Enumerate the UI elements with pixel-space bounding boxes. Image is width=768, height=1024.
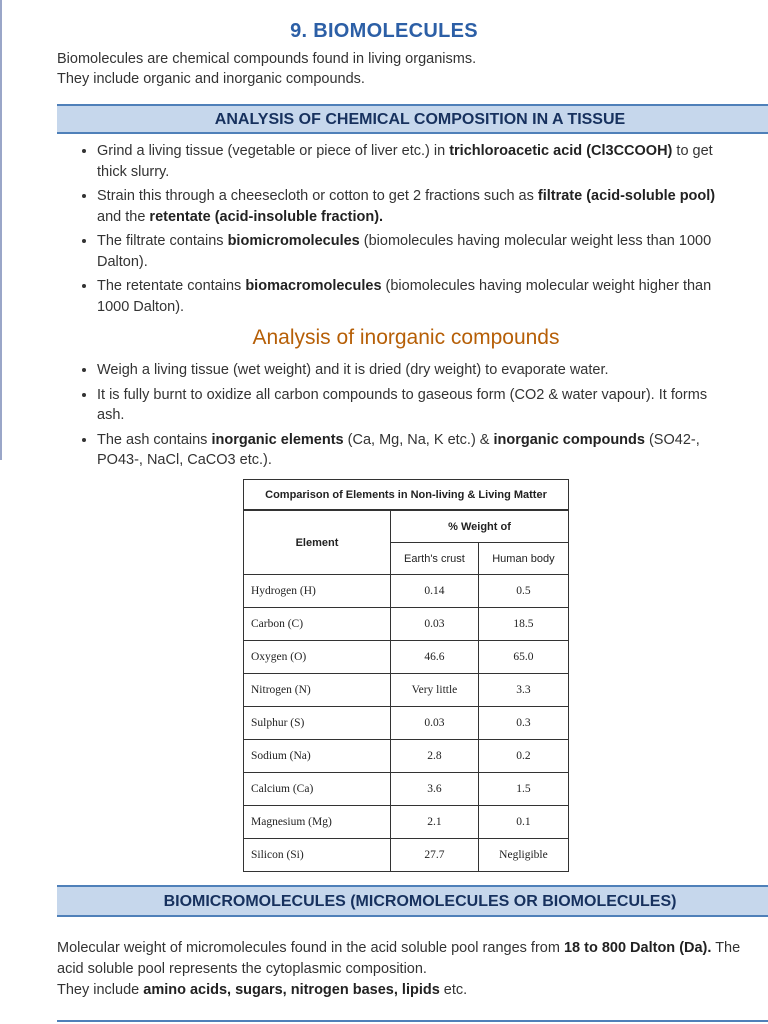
biomicromolecules-paragraph <box>57 938 757 1001</box>
list-item <box>97 141 737 182</box>
para-text: The acid soluble pool represents the cytoplasmic composition. <box>57 940 741 977</box>
column-header-earths-crust: Earth's crust <box>391 543 479 575</box>
point-bold: filtrate (acid-soluble pool) <box>537 188 716 204</box>
cell-element: Calcium (Ca) <box>244 773 391 806</box>
cell-element: Silicon (Si) <box>244 839 391 872</box>
cell-earths-crust: 0.14 <box>391 575 479 608</box>
para-text: etc. <box>439 982 468 998</box>
list-item <box>97 231 737 272</box>
point-bold: biomacromolecules <box>245 278 382 294</box>
point-text: The filtrate contains <box>97 233 228 249</box>
cell-element: Sulphur (S) <box>244 707 391 740</box>
point-bold: biomicromolecules <box>227 233 360 249</box>
cell-human-body: 18.5 <box>478 608 568 641</box>
point-text: to get thick slurry. <box>97 143 713 180</box>
element-comparison-table <box>243 479 569 872</box>
cell-element: Sodium (Na) <box>244 740 391 773</box>
point-text: Weigh a living tissue (wet weight) and it is dried (dry weight) to evaporate water. <box>97 362 609 378</box>
table-row <box>244 575 569 608</box>
para-bold: 18 to 800 Dalton (Da). <box>563 940 712 956</box>
cell-element: Hydrogen (H) <box>244 575 391 608</box>
table-caption: Comparison of Elements in Non-living & Living Matter <box>244 480 569 511</box>
point-bold: trichloroacetic acid (Cl3CCOOH) <box>449 143 673 159</box>
point-text: and the <box>97 208 150 225</box>
point-bold: inorganic compounds <box>493 431 645 448</box>
para-bold: amino acids, sugars, nitrogen bases, lipids <box>143 982 440 998</box>
cell-earths-crust: 2.1 <box>391 806 479 839</box>
cell-earths-crust: 27.7 <box>391 839 479 872</box>
list-item <box>97 360 737 381</box>
column-header-element: Element <box>244 510 391 575</box>
table-row <box>244 608 569 641</box>
intro-paragraph <box>57 49 747 89</box>
subheading-inorganic-analysis: Analysis of inorganic compounds <box>252 326 560 349</box>
point-text: Grind a living tissue (vegetable or piece of liver etc.) in <box>97 143 450 159</box>
cell-element: Nitrogen (N) <box>244 674 391 707</box>
list-item <box>97 186 737 227</box>
point-text: The ash contains <box>97 431 212 448</box>
cell-human-body: 0.3 <box>478 707 568 740</box>
para-text: They include <box>57 982 144 998</box>
point-text: It is fully burnt to oxidize all carbon compounds to gaseous form (CO2 & water vapour). It forms ash. <box>97 386 708 423</box>
bottom-rule <box>57 1020 768 1022</box>
para-text: Molecular weight of micromolecules found in the acid soluble pool ranges from <box>57 940 564 956</box>
table-row <box>244 839 569 872</box>
table-row <box>244 674 569 707</box>
table-row <box>244 773 569 806</box>
page-left-rule <box>0 0 2 460</box>
cell-human-body: 65.0 <box>478 641 568 674</box>
cell-human-body: 0.2 <box>478 740 568 773</box>
cell-earths-crust: 46.6 <box>391 641 479 674</box>
section-heading-chemical-analysis: ANALYSIS OF CHEMICAL COMPOSITION IN A TISSUE <box>57 104 768 134</box>
list-item <box>97 430 737 471</box>
point-text: (SO42-, PO43-, NaCl, CaCO3 etc.). <box>97 431 700 468</box>
cell-earths-crust: 2.8 <box>391 740 479 773</box>
cell-earths-crust: 0.03 <box>391 608 479 641</box>
intro-line: They include organic and inorganic compounds. <box>57 71 365 87</box>
cell-earths-crust: 3.6 <box>391 773 479 806</box>
table-row <box>244 806 569 839</box>
cell-human-body: 3.3 <box>478 674 568 707</box>
cell-human-body: 1.5 <box>478 773 568 806</box>
table-row <box>244 707 569 740</box>
chemical-analysis-list <box>80 141 737 321</box>
point-text: (Ca, Mg, Na, K etc.) & <box>343 431 494 448</box>
cell-element: Magnesium (Mg) <box>244 806 391 839</box>
point-bold: retentate (acid-insoluble fraction). <box>149 208 384 225</box>
table-row <box>244 641 569 674</box>
point-text: (biomolecules having molecular weight higher than 1000 Dalton). <box>97 278 712 315</box>
inorganic-analysis-list <box>80 360 737 475</box>
column-header-human-body: Human body <box>478 543 568 575</box>
cell-human-body: 0.5 <box>478 575 568 608</box>
cell-human-body: Negligible <box>478 839 568 872</box>
page-title: 9. BIOMOLECULES <box>290 20 478 42</box>
point-bold: inorganic elements <box>211 431 344 448</box>
cell-element: Oxygen (O) <box>244 641 391 674</box>
section-heading-biomicromolecules: BIOMICROMOLECULES (MICROMOLECULES OR BIOMOLECULES) <box>57 885 768 917</box>
table-row <box>244 740 569 773</box>
intro-line: Biomolecules are chemical compounds found in living organisms. <box>57 51 477 67</box>
cell-earths-crust: 0.03 <box>391 707 479 740</box>
point-text: The retentate contains <box>97 278 246 294</box>
table-body <box>244 575 569 872</box>
point-text: Strain this through a cheesecloth or cotton to get 2 fractions such as <box>97 188 538 204</box>
cell-human-body: 0.1 <box>478 806 568 839</box>
list-item <box>97 385 737 426</box>
cell-earths-crust: Very little <box>391 674 479 707</box>
list-item <box>97 276 737 317</box>
point-text: (biomolecules having molecular weight less than 1000 Dalton). <box>97 233 712 270</box>
cell-element: Carbon (C) <box>244 608 391 641</box>
column-header-weight: % Weight of <box>391 510 569 543</box>
